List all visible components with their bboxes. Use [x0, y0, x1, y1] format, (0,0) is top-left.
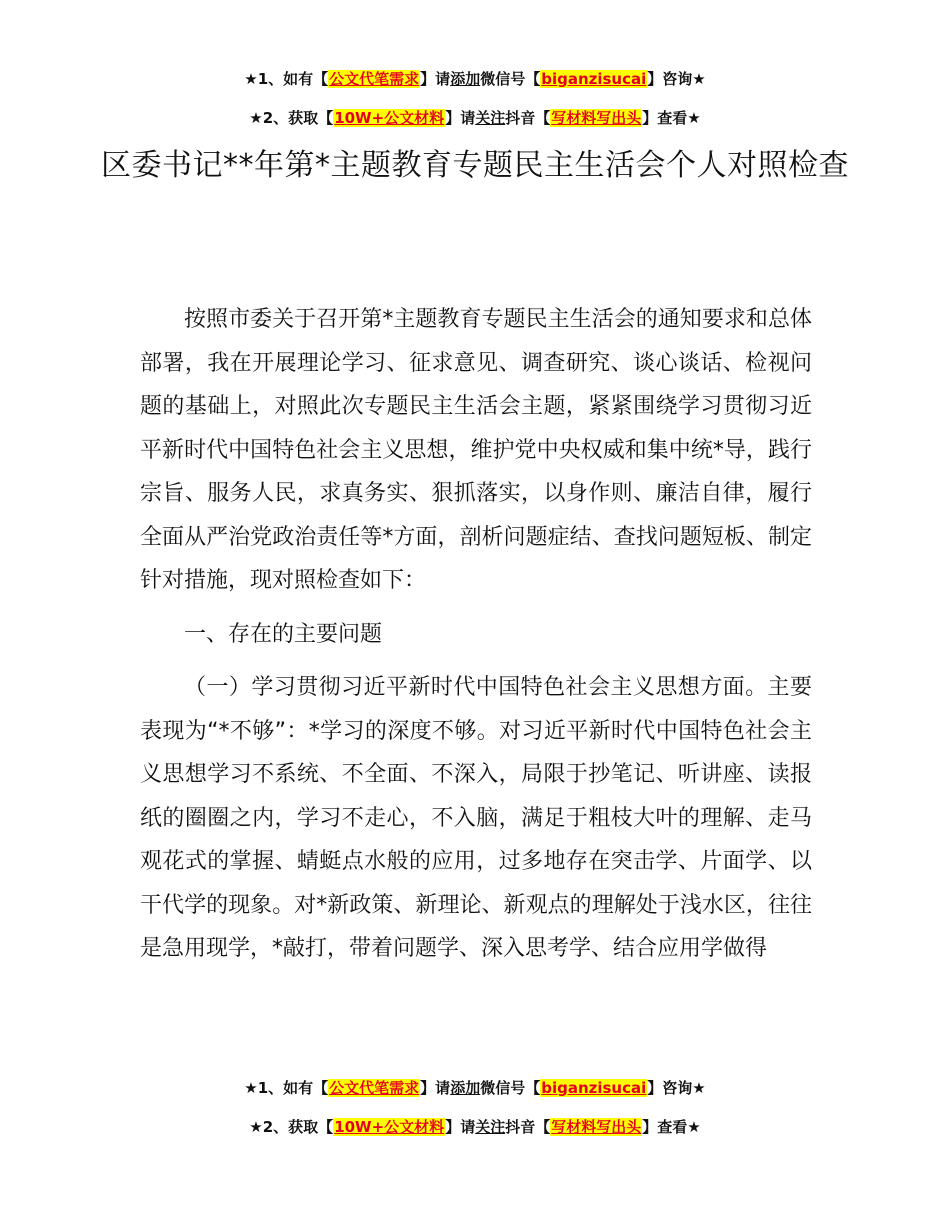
- document-body: [140, 298, 812, 971]
- header-ad-line-2: [0, 107, 950, 128]
- section-heading: 一、存在的主要问题: [184, 621, 383, 647]
- ad-highlight: 10W+公文材料: [334, 109, 445, 127]
- ad-text: 】咨询★: [647, 70, 706, 88]
- ad-text: 】请: [445, 1118, 476, 1136]
- ad-highlight: biganzisucai: [541, 70, 647, 88]
- document-title: 区委书记**年第*主题教育专题民主生活会个人对照检查: [101, 148, 849, 183]
- intro-paragraph: 按照市委关于召开第*主题教育专题民主生活会的通知要求和总体部署，我在开展理论学习、征求意见、调查研究、谈心谈话、检视问题的基础上，对照此次专题民主生活会主题，紧紧围绕学习贯彻习近平新时代中国特色社会主义思想，维护党中央权威和集中统*导，践行宗旨、服务人民，求真务实、狠抓落实，以身作则、廉洁自律，履行全面从严治党政治责任等*方面，剖析问题症结、查找问题短板、制定针对措施，现对照检查如下：: [140, 307, 812, 593]
- ad-text: ★2、获取【: [249, 109, 334, 127]
- ad-underlined: 添加: [450, 1079, 481, 1097]
- ad-highlight: 公文代笔需求: [329, 70, 420, 88]
- ad-highlight: biganzisucai: [541, 1079, 647, 1097]
- ad-text: 】查看★: [642, 1118, 701, 1136]
- footer-ad-line-2: [0, 1116, 950, 1137]
- header-ad-line-1: [0, 68, 950, 89]
- ad-highlight: 公文代笔需求: [329, 1079, 420, 1097]
- ad-underlined: 添加: [450, 70, 481, 88]
- section-paragraph: （一）学习贯彻习近平新时代中国特色社会主义思想方面。主要表现为“*不够”：*学习的深度不够。对习近平新时代中国特色社会主义思想学习不系统、不全面、不深入，局限于抄笔记、听讲座、读报纸的圈圈之内，学习不走心，不入脑，满足于粗枝大叶的理解、走马观花式的掌握、蜻蜓点水般的应用，过多地存在突击学、片面学、以干代学的现象。对*新政策、新理论、新观点的理解处于浅水区，往往是急用现学，*敲打，带着问题学、深入思考学、结合应用学做得: [140, 675, 812, 961]
- ad-text: 】请: [445, 109, 476, 127]
- ad-underlined: 关注: [475, 1118, 506, 1136]
- ad-text: 微信号【: [480, 1079, 541, 1097]
- ad-highlight: 10W+公文材料: [334, 1118, 445, 1136]
- ad-text: 】请: [420, 70, 451, 88]
- ad-underlined: 关注: [475, 109, 506, 127]
- ad-text: 】请: [420, 1079, 451, 1097]
- footer-ad-line-1: [0, 1077, 950, 1098]
- ad-highlight: 写材料写出头: [551, 1118, 642, 1136]
- ad-text: 微信号【: [480, 70, 541, 88]
- ad-text: ★1、如有【: [244, 1079, 329, 1097]
- ad-highlight: 写材料写出头: [551, 109, 642, 127]
- ad-text: 抖音【: [505, 109, 551, 127]
- ad-text: 抖音【: [505, 1118, 551, 1136]
- ad-text: 】咨询★: [647, 1079, 706, 1097]
- ad-text: ★2、获取【: [249, 1118, 334, 1136]
- ad-text: 】查看★: [642, 109, 701, 127]
- ad-text: ★1、如有【: [244, 70, 329, 88]
